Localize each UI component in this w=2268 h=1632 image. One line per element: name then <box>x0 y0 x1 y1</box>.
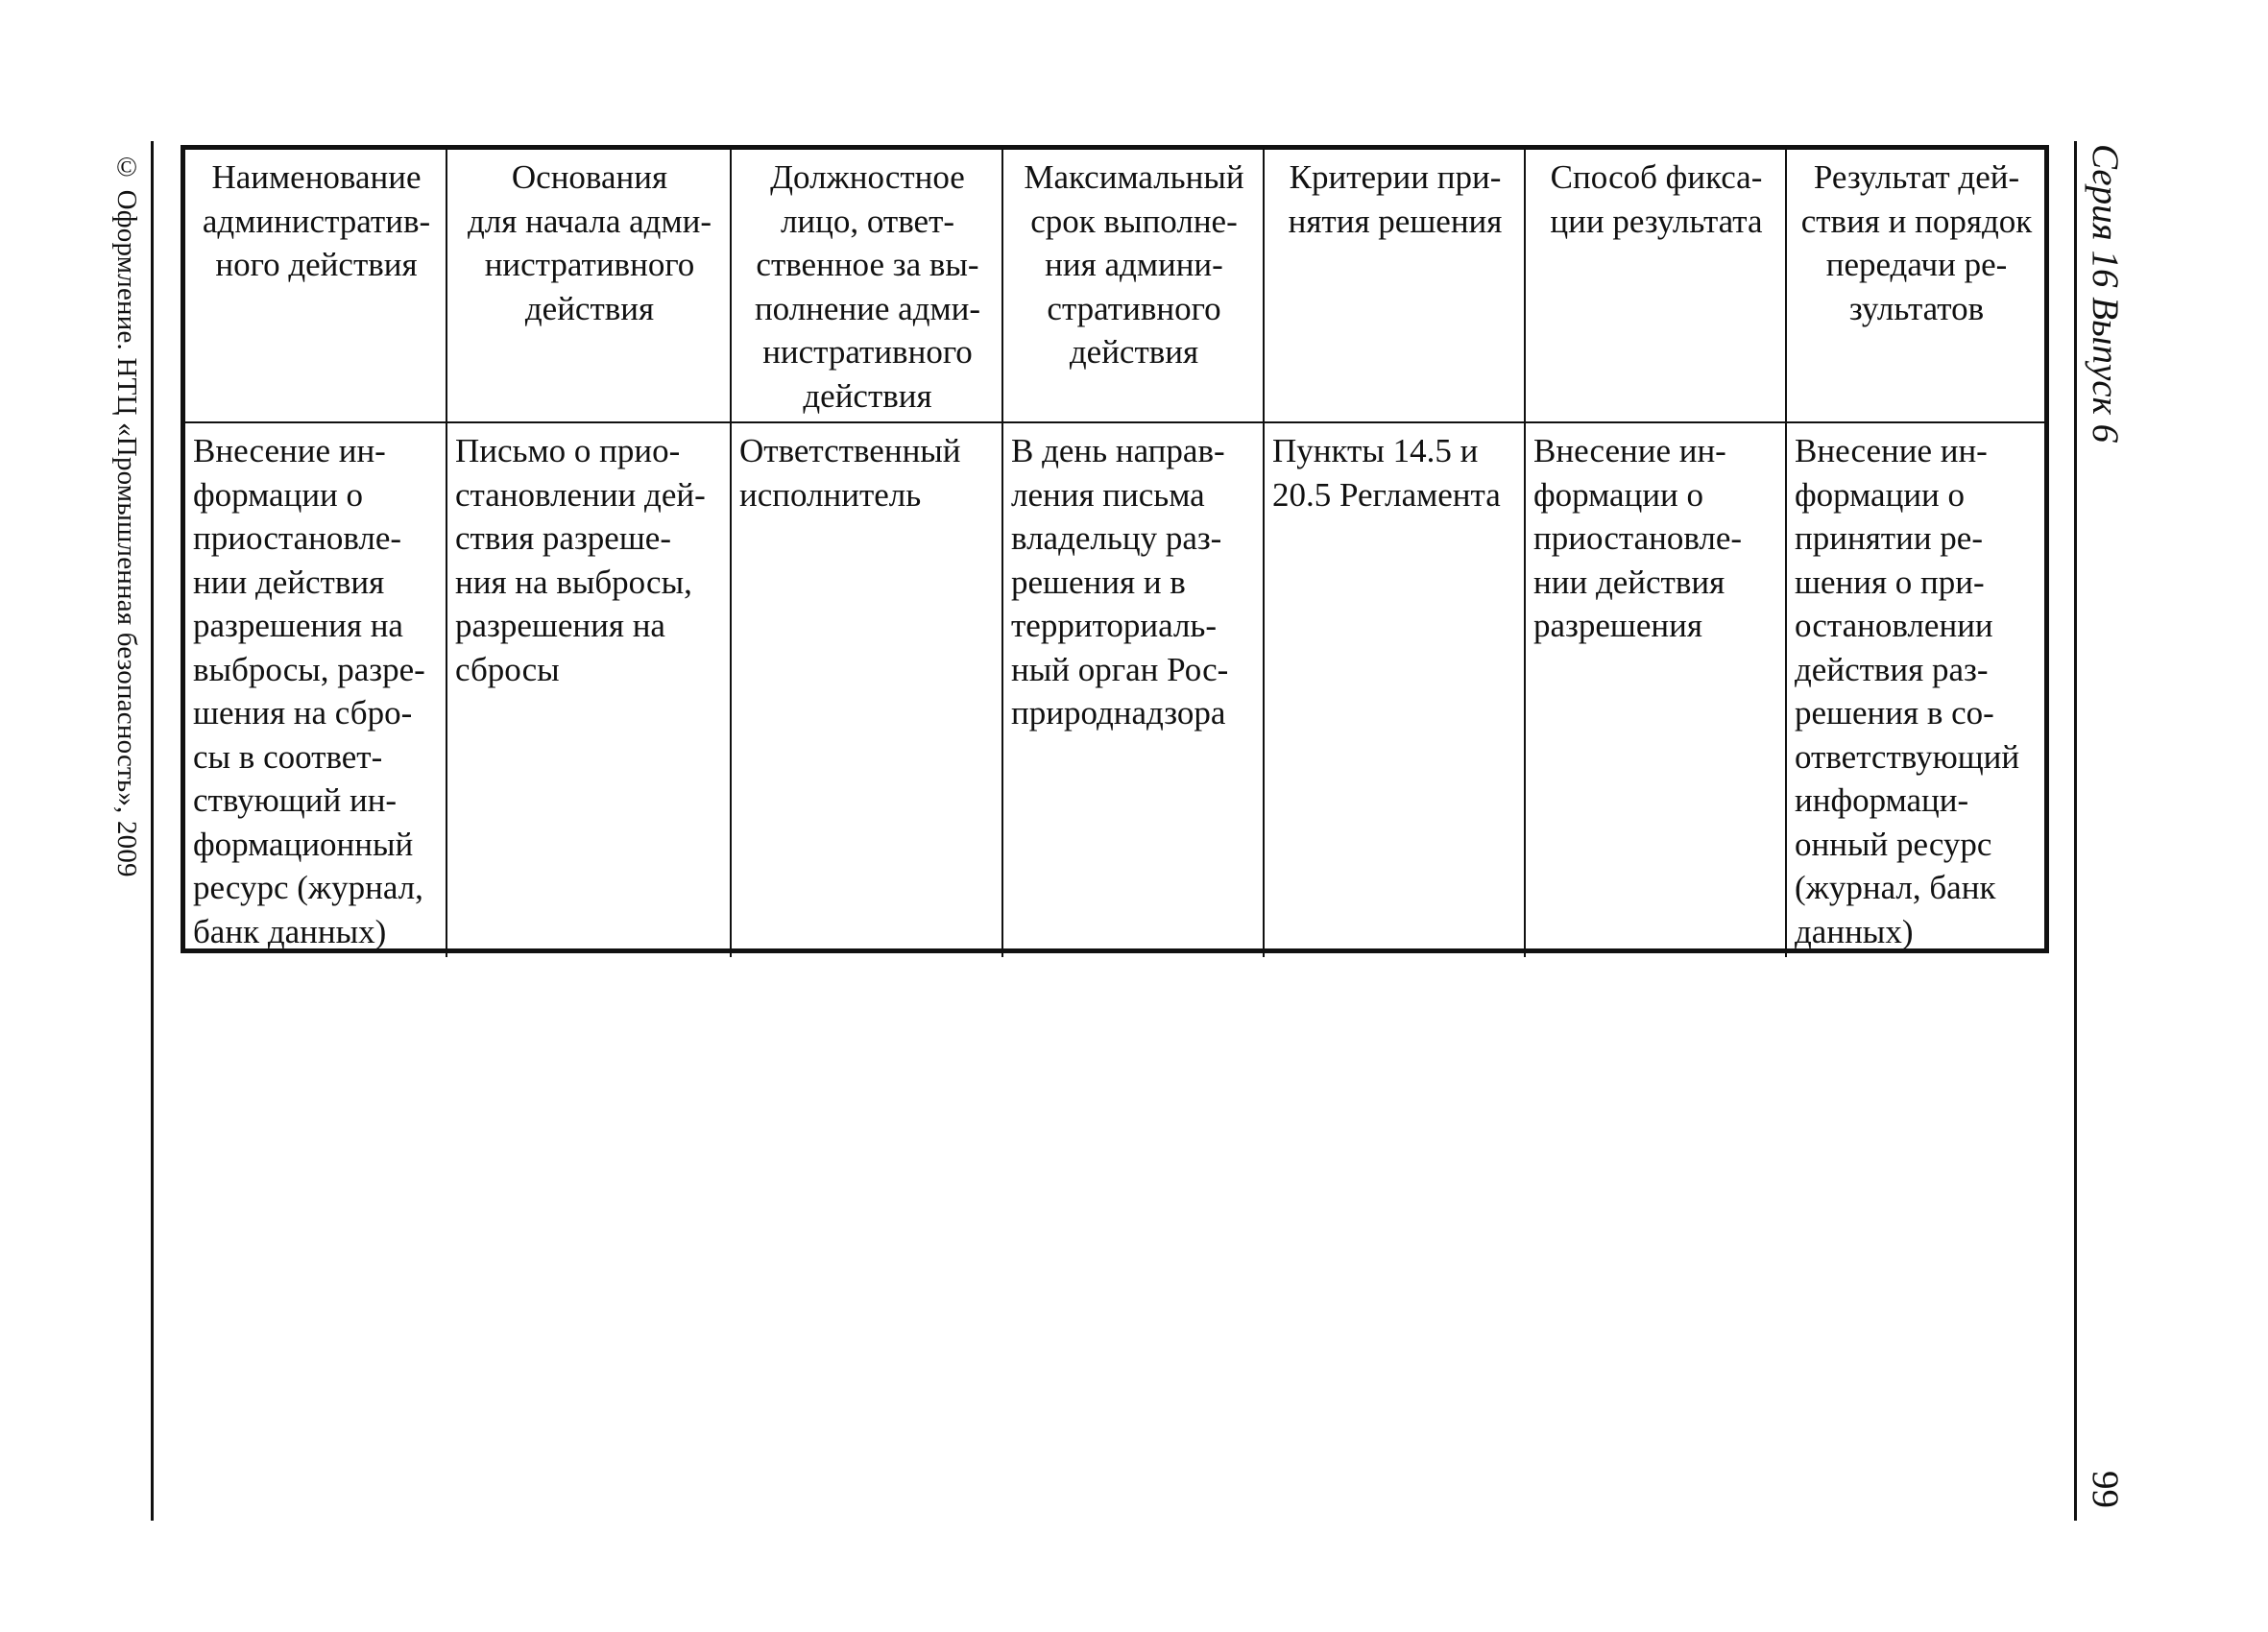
cell-text-line: Ответственный <box>739 432 961 469</box>
cell-text-line: нятия решения <box>1288 202 1503 240</box>
cell-text-line: ного действия <box>215 246 418 283</box>
header-cell <box>1525 150 1786 422</box>
header-cell <box>1002 150 1264 422</box>
cell-text-line: онный ресурс <box>1795 825 1992 863</box>
page-number: 99 <box>2085 1471 2126 1508</box>
cell-text-line: передачи ре- <box>1825 246 2008 283</box>
cell-text-line: решения и в <box>1011 563 1186 601</box>
table-cell <box>731 422 1002 957</box>
cell-text-line: Внесение ин- <box>193 432 386 469</box>
left-margin-rule <box>151 141 154 1521</box>
cell-text-line: ответствующий <box>1795 737 2020 776</box>
cell-text-line: ния на выбросы, <box>455 563 692 601</box>
table-cell <box>1002 422 1264 957</box>
cell-text-line: зультатов <box>1848 289 1985 327</box>
cell-text-line: Внесение ин- <box>1533 432 1726 469</box>
cell-text-line: ный орган Рос- <box>1011 650 1229 688</box>
cell-text-line: приостановле- <box>193 519 402 557</box>
cell-text-line: ления письма <box>1011 475 1205 514</box>
header-cell <box>446 150 731 422</box>
cell-text-line: лицо, ответ- <box>780 202 955 240</box>
cell-text-line: Критерии при- <box>1289 158 1502 196</box>
cell-text-line: территориаль- <box>1011 607 1218 644</box>
cell-text-line: разрешения <box>1533 607 1702 644</box>
cell-text-line: Максимальный <box>1024 158 1244 196</box>
cell-text-line: Наименование <box>211 158 422 196</box>
cell-text-line: разрешения на <box>455 607 665 644</box>
cell-text-line: для начала адми- <box>467 202 712 240</box>
header-row <box>185 150 2044 422</box>
cell-text-line: стративного <box>1047 289 1221 327</box>
right-margin-rule <box>2074 141 2077 1521</box>
copyright-note: © Оформление. НТЦ «Промышленная безопасность», 2009 <box>111 152 142 877</box>
cell-text-line: природнадзора <box>1011 694 1226 732</box>
cell-text-line: нии действия <box>1533 563 1725 601</box>
cell-text-line: Внесение ин- <box>1795 432 1988 469</box>
cell-text-line: информаци- <box>1795 781 1969 819</box>
cell-text-line: разрешения на <box>193 607 403 644</box>
cell-text-line: нистративного <box>762 333 973 371</box>
table-cell <box>185 422 446 957</box>
cell-text-line: Основания <box>511 158 668 196</box>
cell-text-line: формационный <box>193 825 414 863</box>
cell-text-line: приостановле- <box>1533 519 1743 557</box>
cell-text-line: Пункты 14.5 и <box>1272 432 1479 469</box>
cell-text-line: срок выполне- <box>1030 202 1238 240</box>
cell-text-line: владельцу раз- <box>1011 519 1222 557</box>
cell-text-line: Результат дей- <box>1813 158 2020 196</box>
cell-text-line: ции результата <box>1550 202 1763 240</box>
cell-text-line: ствия разреше- <box>455 519 671 557</box>
cell-text-line: административ- <box>202 202 431 240</box>
cell-text-line: ния админи- <box>1045 246 1223 283</box>
cell-text-line: действия <box>803 376 932 415</box>
table-cell <box>1525 422 1786 957</box>
cell-text-line: В день направ- <box>1011 432 1225 469</box>
regulation-table <box>181 145 2049 953</box>
cell-text-line: действия <box>1069 333 1199 371</box>
header-cell <box>1264 150 1525 422</box>
series-header: Серия 16 Выпуск 6 <box>2085 144 2126 444</box>
cell-text-line: шения о при- <box>1795 563 1985 601</box>
cell-text-line: Письмо о прио- <box>455 432 681 469</box>
cell-text-line: формации о <box>1795 475 1966 514</box>
table-cell <box>1264 422 1525 957</box>
cell-text-line: ствующий ин- <box>193 781 398 819</box>
cell-text-line: сбросы <box>455 650 560 688</box>
cell-text-line: (журнал, банк <box>1795 869 1996 906</box>
cell-text-line: выбросы, разре- <box>193 650 425 688</box>
cell-text-line: ресурс (журнал, <box>193 869 423 906</box>
cell-text-line: решения в со- <box>1795 694 1994 732</box>
header-cell <box>731 150 1002 422</box>
cell-text-line: шения на сбро- <box>193 694 413 732</box>
cell-text-line: формации о <box>1533 475 1704 514</box>
cell-text-line: банк данных) <box>193 912 387 950</box>
cell-text-line: ственное за вы- <box>756 246 979 283</box>
table-cell <box>1786 422 2044 957</box>
header-cell <box>185 150 446 422</box>
cell-text-line: становлении дей- <box>455 475 706 514</box>
cell-text-line: полнение адми- <box>754 289 981 327</box>
cell-text-line: остановлении <box>1795 607 1993 644</box>
table-row <box>185 422 2044 957</box>
cell-text-line: нистративного <box>484 246 695 283</box>
cell-text-line: Должностное <box>770 158 965 196</box>
header-cell <box>1786 150 2044 422</box>
cell-text-line: Способ фикса- <box>1550 158 1763 196</box>
table-cell <box>446 422 731 957</box>
cell-text-line: формации о <box>193 475 364 514</box>
cell-text-line: исполнитель <box>739 475 922 514</box>
cell-text-line: данных) <box>1795 912 1914 950</box>
cell-text-line: действия <box>524 289 655 327</box>
cell-text-line: принятии ре- <box>1795 519 1983 557</box>
cell-text-line: нии действия <box>193 563 385 601</box>
cell-text-line: 20.5 Регламента <box>1272 475 1501 514</box>
cell-text-line: ствия и порядок <box>1800 202 2033 240</box>
cell-text-line: сы в соответ- <box>193 737 383 776</box>
cell-text-line: действия раз- <box>1795 650 1989 688</box>
